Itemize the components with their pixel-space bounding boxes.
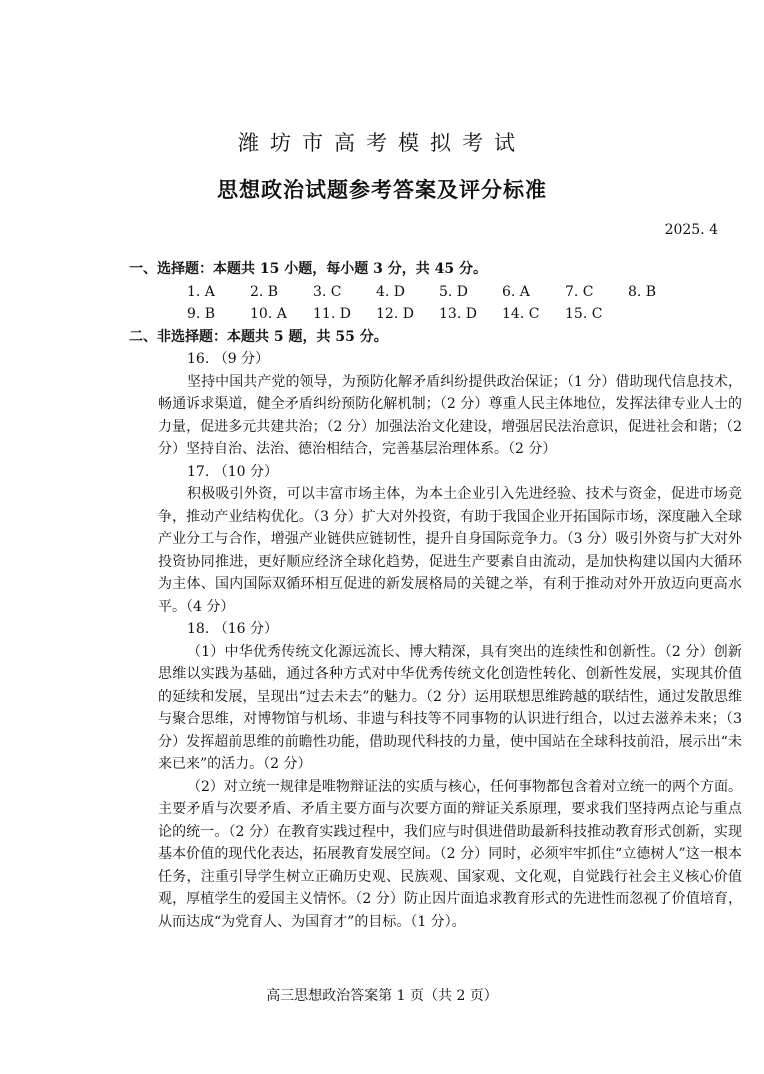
question-18-part-1: （1）中华优秀传统文化源远流长、博大精深，具有突出的连续性和创新性。（2 分）创新思维以实践为基础，通过各种方式对中华优秀传统文化创造性转化、创新性发展，实现其价值的延续和发展，呈现出“过去未去”的魅力。（2 分）运用联想思维跨越的联结性，通过发散思维与聚合思维，对博物馆与机场、非遗与科技等不同事物的认识进行组合，以过去滋养未来；（3 分）发挥超前思维的前瞻性功能，借助现代科技的力量，使中国站在全球科技前沿，展示出“未来已来”的活力。（2 分） — [158, 643, 742, 772]
answer-item: 12. D — [376, 306, 414, 322]
answer-item: 5. D — [439, 283, 469, 300]
choice-answers-row-2 — [158, 303, 742, 326]
question-18-label: 18. （16 分） — [187, 621, 278, 637]
question-16-label: 16. （9 分） — [187, 351, 270, 367]
question-18-part-2: （2）对立统一规律是唯物辩证法的实质与核心，任何事物都包含着对立统一的两个方面。主要矛盾与次要矛盾、矛盾主要方面与次要方面的辩证关系原理，要求我们坚持两点论与重点论的统一。（2 分）在教育实践过程中，我们应与时俱进借助最新科技推动教育形式创新，实现基本价值的现代化表达，拓展教育发展空间。（2 分）同时，必须牢牢抓住“立德树人”这一根本任务，注重引导学生树立正确历史观、民族观、国家观、文化观，自觉践行社会主义核心价值观，厚植学生的爱国主义情怀。（2 分）防止因片面追求教育形式的先进性而忽视了价值培育，从而达成“为党育人、为国育才”的目标。（1 分）。 — [158, 778, 742, 930]
section2-heading: 二、非选择题：本题共 5 题，共 55 分。 — [129, 328, 388, 345]
answer-item: 15. C — [565, 306, 603, 322]
answer-item: 1. A — [187, 283, 215, 300]
answer-content — [129, 258, 742, 933]
page-subtitle: 思想政治试题参考答案及评分标准 — [217, 177, 547, 202]
answer-item: 10. A — [250, 306, 287, 322]
date-label: 2025. 4 — [664, 222, 718, 238]
answer-item: 6. A — [502, 283, 530, 300]
page-title: 潍坊市高考模拟考试 — [238, 131, 526, 155]
answer-item: 4. D — [376, 283, 406, 300]
section1-heading: 一、选择题：本题共 15 小题，每小题 3 分，共 45 分。 — [129, 261, 487, 277]
answer-item: 9. B — [187, 306, 216, 322]
answer-item: 11. D — [313, 306, 351, 322]
answer-item: 3. C — [313, 283, 342, 300]
answer-item: 8. B — [628, 283, 657, 300]
page-footer: 高三思想政治答案第 1 页（共 2 页） — [266, 988, 498, 1004]
answer-item: 13. D — [439, 306, 477, 322]
question-17-label: 17. （10 分） — [187, 463, 278, 480]
answer-item: 14. C — [502, 306, 540, 322]
choice-answers-row-1 — [158, 281, 742, 304]
question-17-answer: 积极吸引外资，可以丰富市场主体，为本土企业引入先进经验、技术与资金，促进市场竞争，推动产业结构优化。（3 分）扩大对外投资，有助于我国企业开拓国际市场，深度融入全球产业分工与合作，增强产业链供应链韧性，提升自身国际竞争力。（3 分）吸引外资与扩大对外投资协同推进，更好顺应经济全球化趋势，促进生产要素自由流动，是加快构建以国内大循环为主体、国内国际双循环相互促进的新发展格局的关键之举，有利于推动对外开放迈向更高水平。（4 分） — [158, 486, 742, 615]
answer-item: 7. C — [565, 283, 594, 300]
question-16-answer: 坚持中国共产党的领导，为预防化解矛盾纠纷提供政治保证；（1 分）借助现代信息技术，畅通诉求渠道，健全矛盾纠纷预防化解机制；（2 分）尊重人民主体地位，发挥法律专业人士的力量，促进多元共建共治；（2 分）加强法治文化建设，增强居民法治意识，促进社会和谐；（2 分）坚持自治、法治、德治相结合，完善基层治理体系。（2 分） — [158, 373, 742, 457]
answer-item: 2. B — [250, 283, 279, 300]
